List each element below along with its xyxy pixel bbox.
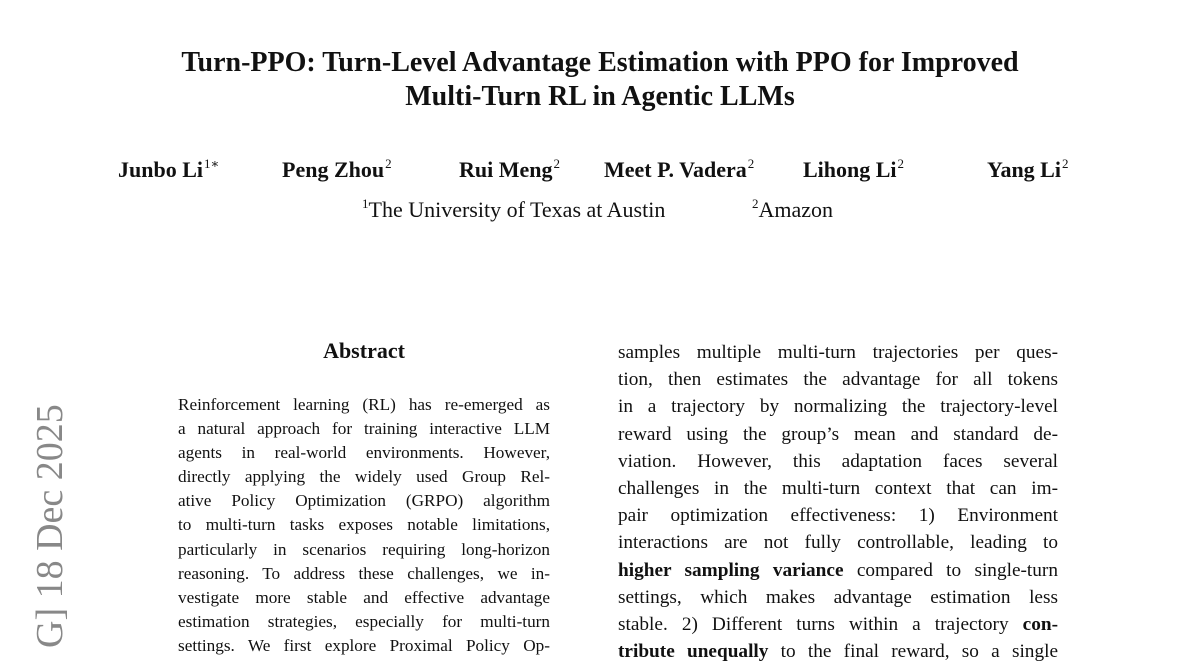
body-line: in a trajectory by normalizing the trajectory-level — [618, 396, 1058, 418]
author-name: Meet P. Vadera — [604, 157, 747, 182]
affiliation-1 — [361, 196, 665, 223]
abstract-line: ative Policy Optimization (GRPO) algorithm — [178, 491, 550, 511]
body-line — [618, 638, 1058, 665]
body-line: reward using the group’s mean and standard de- — [618, 423, 1058, 445]
author-name: Junbo Li — [118, 157, 203, 182]
body-text: to the final reward, so a single — [768, 641, 1058, 663]
abstract-line: agents in real-world environments. However, — [178, 443, 550, 463]
abstract-line: Reinforcement learning (RL) has re-emerged as — [178, 395, 550, 414]
body-line: tion, then estimates the advantage for all tokens — [618, 369, 1058, 391]
author-4 — [604, 156, 754, 183]
abstract-line: vestigate more stable and effective advantage — [178, 587, 550, 607]
body-line — [618, 557, 1058, 584]
abstract-line: settings. We first explore Proximal Policy Op- — [178, 635, 550, 655]
body-line: pair optimization effectiveness: 1) Environment — [618, 505, 1058, 527]
author-name: Rui Meng — [459, 157, 553, 182]
abstract-heading: Abstract — [323, 338, 405, 363]
author-mark: 2 — [553, 156, 560, 171]
abstract-body — [178, 393, 550, 658]
author-name: Lihong Li — [803, 157, 897, 182]
affiliation-mark: 2 — [752, 196, 759, 211]
author-6 — [987, 156, 1068, 183]
author-mark: 2 — [1061, 156, 1069, 171]
arxiv-stamp: G] 18 Dec 2025 — [29, 404, 71, 648]
author-3 — [459, 156, 560, 183]
emphasis-text: higher sampling variance — [618, 559, 844, 581]
author-mark: 1∗ — [204, 156, 220, 171]
body-line: interactions are not fully controllable, leading to — [618, 532, 1058, 554]
body-text-column — [618, 339, 1058, 665]
title-line-1: Turn-PPO: Turn-Level Advantage Estimation with PPO for Improved — [181, 47, 1019, 78]
abstract-line: reasoning. To address these challenges, we in- — [178, 563, 550, 583]
body-line: samples multiple multi-turn trajectories per ques- — [618, 342, 1058, 363]
author-name: Peng Zhou — [282, 157, 385, 182]
author-mark: 2 — [897, 156, 905, 171]
affiliation-mark: 1 — [362, 196, 369, 211]
paper-title — [0, 46, 1200, 114]
affiliation-2 — [751, 196, 833, 223]
body-line: challenges in the multi-turn context that can im- — [618, 478, 1058, 500]
author-5 — [803, 156, 904, 183]
abstract-line: particularly in scenarios requiring long-horizon — [178, 539, 550, 559]
title-line-2: Multi-Turn RL in Agentic LLMs — [405, 81, 795, 112]
abstract-line: directly applying the widely used Group Rel- — [178, 467, 550, 487]
body-line: viation. However, this adaptation faces several — [618, 450, 1058, 472]
body-text: compared to single-turn — [843, 559, 1058, 581]
author-mark: 2 — [747, 156, 755, 171]
body-text: stable. 2) Different turns within a trajectory — [618, 614, 1023, 636]
abstract-line: a natural approach for training interactive LLM — [178, 419, 550, 439]
affiliation-name: The University of Texas at Austin — [368, 197, 666, 222]
abstract-line: estimation strategies, especially for multi-turn — [178, 611, 550, 631]
author-mark: 2 — [385, 156, 392, 171]
author-2 — [282, 156, 392, 183]
affiliation-name: Amazon — [758, 197, 834, 222]
emphasis-text: tribute unequally — [618, 641, 769, 663]
abstract-line: to multi-turn tasks exposes notable limitations, — [178, 515, 550, 535]
emphasis-text: con- — [1022, 614, 1058, 636]
body-line — [618, 611, 1058, 638]
body-line: settings, which makes advantage estimation less — [618, 586, 1058, 608]
author-1 — [118, 156, 219, 183]
author-name: Yang Li — [987, 157, 1061, 182]
